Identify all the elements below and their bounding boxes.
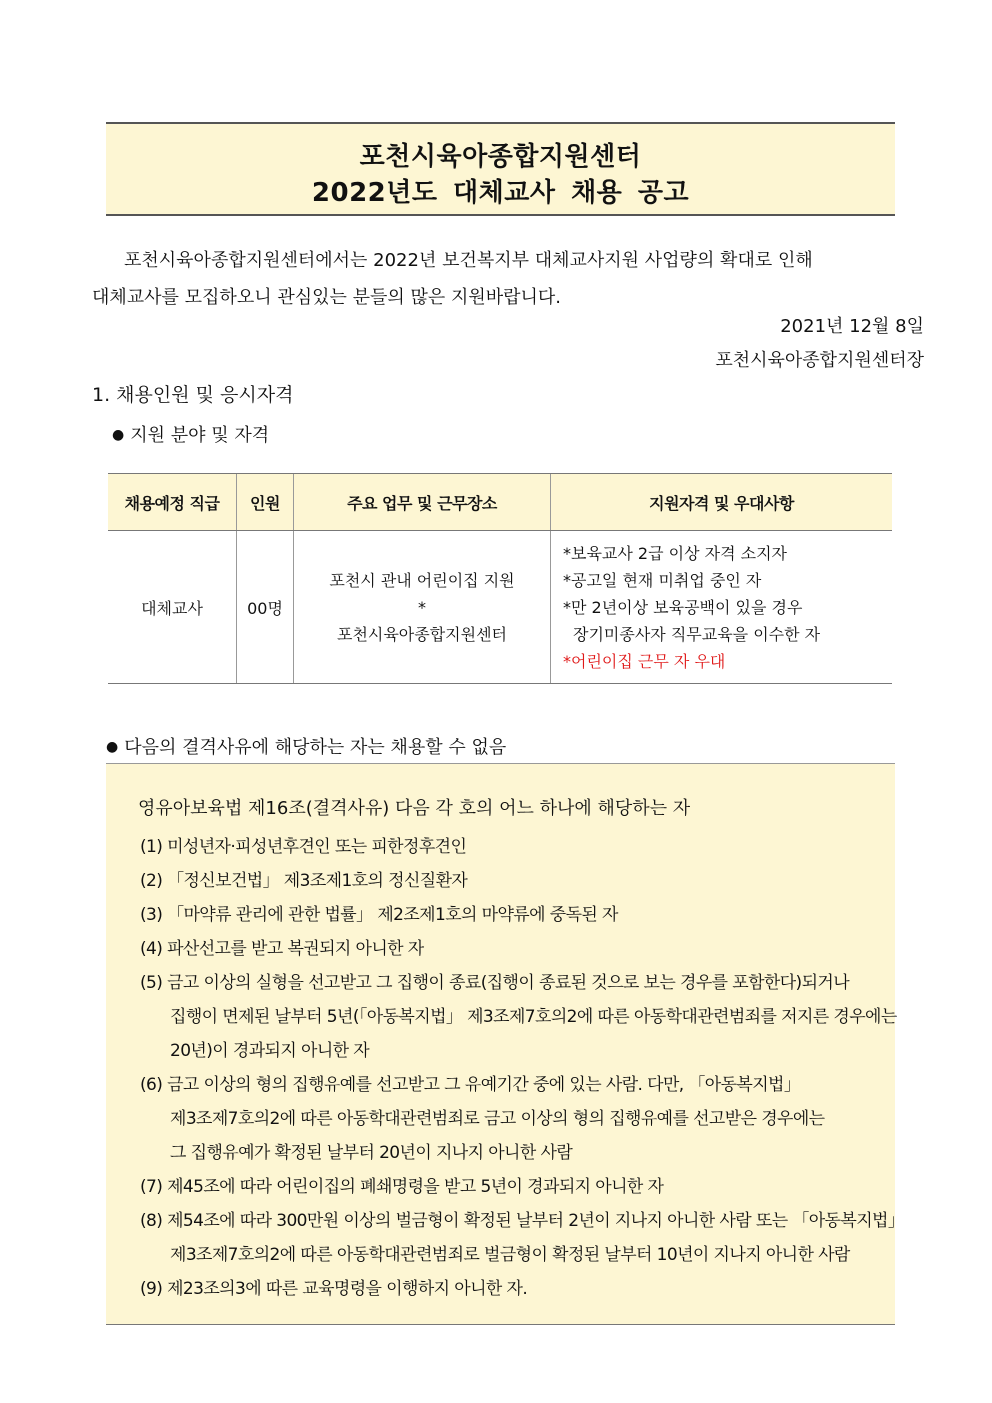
duty-line1: 포천시 관내 어린이집 지원 (329, 570, 515, 590)
disq-item-2: (2) 「정신보건법」 제3조제1호의 정신질환자 (140, 871, 468, 891)
disqualification-box (106, 763, 905, 1325)
disq-item-5: (5) 금고 이상의 실형을 선고받고 그 집행이 종료(집행이 종료된 것으로 보는 경우를 포함한다)되거나 (140, 973, 850, 993)
intro-line1: 포천시육아종합지원센터에서는 2022년 보건복지부 대체교사지원 사업량의 확대로 인해 (124, 250, 813, 271)
duty-line3: 포천시육아종합지원센터 (336, 624, 508, 644)
duty-line2: * (418, 597, 426, 617)
table-row (108, 531, 892, 684)
qual-line3: *만 2년이상 보육공백이 있을 경우 (563, 597, 803, 617)
section1-bullet (112, 421, 269, 447)
disq-item-6-cont1: 제3조제7호의2에 따른 아동학대관련범죄로 금고 이상의 형의 집행유예를 선고받은 경우에는 (170, 1109, 825, 1129)
recruitment-table (108, 473, 892, 684)
bullet-dot-icon: ● (112, 427, 125, 443)
section1-heading: 1. 채용인원 및 응시자격 (92, 384, 294, 406)
header-duty: 주요 업무 및 근무장소 (294, 474, 551, 531)
bullet-dot-icon: ● (106, 739, 119, 755)
qual-line5-preference: *어린이집 근무 자 우대 (563, 651, 726, 671)
title-line2: 2022년도 대체교사 채용 공고 (311, 178, 690, 208)
announcement-date: 2021년 12월 8일 (780, 316, 924, 337)
title-box (106, 122, 895, 216)
header-count: 인원 (237, 474, 294, 531)
disq-item-6-cont2: 그 집행유예가 확정된 날부터 20년이 지나지 아니한 사람 (170, 1143, 573, 1163)
qual-line4: 장기미종사자 직무교육을 이수한 자 (573, 624, 821, 644)
qual-line2: *공고일 현재 미취업 중인 자 (563, 570, 762, 590)
qual-line1: *보육교사 2급 이상 자격 소지자 (563, 543, 787, 563)
disq-item-9: (9) 제23조의3에 따른 교육명령을 이행하지 아니한 자. (140, 1279, 528, 1299)
cell-duty (294, 531, 551, 684)
disq-item-4: (4) 파산선고를 받고 복권되지 아니한 자 (140, 939, 424, 959)
disq-item-8-cont1: 제3조제7호의2에 따른 아동학대관련범죄로 벌금형이 확정된 날부터 10년이 지나지 아니한 사람 (170, 1245, 850, 1265)
cell-qualification (551, 531, 893, 684)
disq-item-3: (3) 「마약류 관리에 관한 법률」 제2조제1호의 마약류에 중독된 자 (140, 905, 618, 925)
disqualification-bullet-text: 다음의 결격사유에 해당하는 자는 채용할 수 없음 (124, 737, 507, 758)
title-line1: 포천시육아종합지원센터 (359, 142, 642, 172)
cell-count: 00명 (237, 531, 294, 684)
disq-item-6: (6) 금고 이상의 형의 집행유예를 선고받고 그 유예기간 중에 있는 사람. 다만, 「아동복지법」 (140, 1075, 801, 1095)
disq-item-5-cont1: 집행이 면제된 날부터 5년(「아동복지법」 제3조제7호의2에 따른 아동학대관련범죄를 저지른 경우에는 (170, 1007, 897, 1027)
intro-paragraph (92, 242, 892, 316)
disqualification-bullet (106, 733, 506, 759)
header-position: 채용예정 직급 (108, 474, 237, 531)
intro-line2: 대체교사를 모집하오니 관심있는 분들의 많은 지원바랍니다. (92, 287, 562, 308)
announcement-signer: 포천시육아종합지원센터장 (715, 350, 924, 371)
disq-item-5-cont2: 20년)이 경과되지 아니한 자 (170, 1041, 370, 1061)
table-header-row (108, 474, 892, 531)
header-qualification: 지원자격 및 우대사항 (551, 474, 893, 531)
section1-bullet-text: 지원 분야 및 자격 (130, 425, 270, 446)
disq-item-1: (1) 미성년자·피성년후견인 또는 피한정후견인 (140, 837, 467, 857)
disq-item-7: (7) 제45조에 따라 어린이집의 폐쇄명령을 받고 5년이 경과되지 아니한 자 (140, 1177, 664, 1197)
cell-position: 대체교사 (108, 531, 237, 684)
disqualification-heading: 영유아보육법 제16조(결격사유) 다음 각 호의 어느 하나에 해당하는 자 (138, 798, 691, 819)
disq-item-8: (8) 제54조에 따라 300만원 이상의 벌금형이 확정된 날부터 2년이 지나지 아니한 사람 또는 「아동복지법」 (140, 1211, 905, 1231)
